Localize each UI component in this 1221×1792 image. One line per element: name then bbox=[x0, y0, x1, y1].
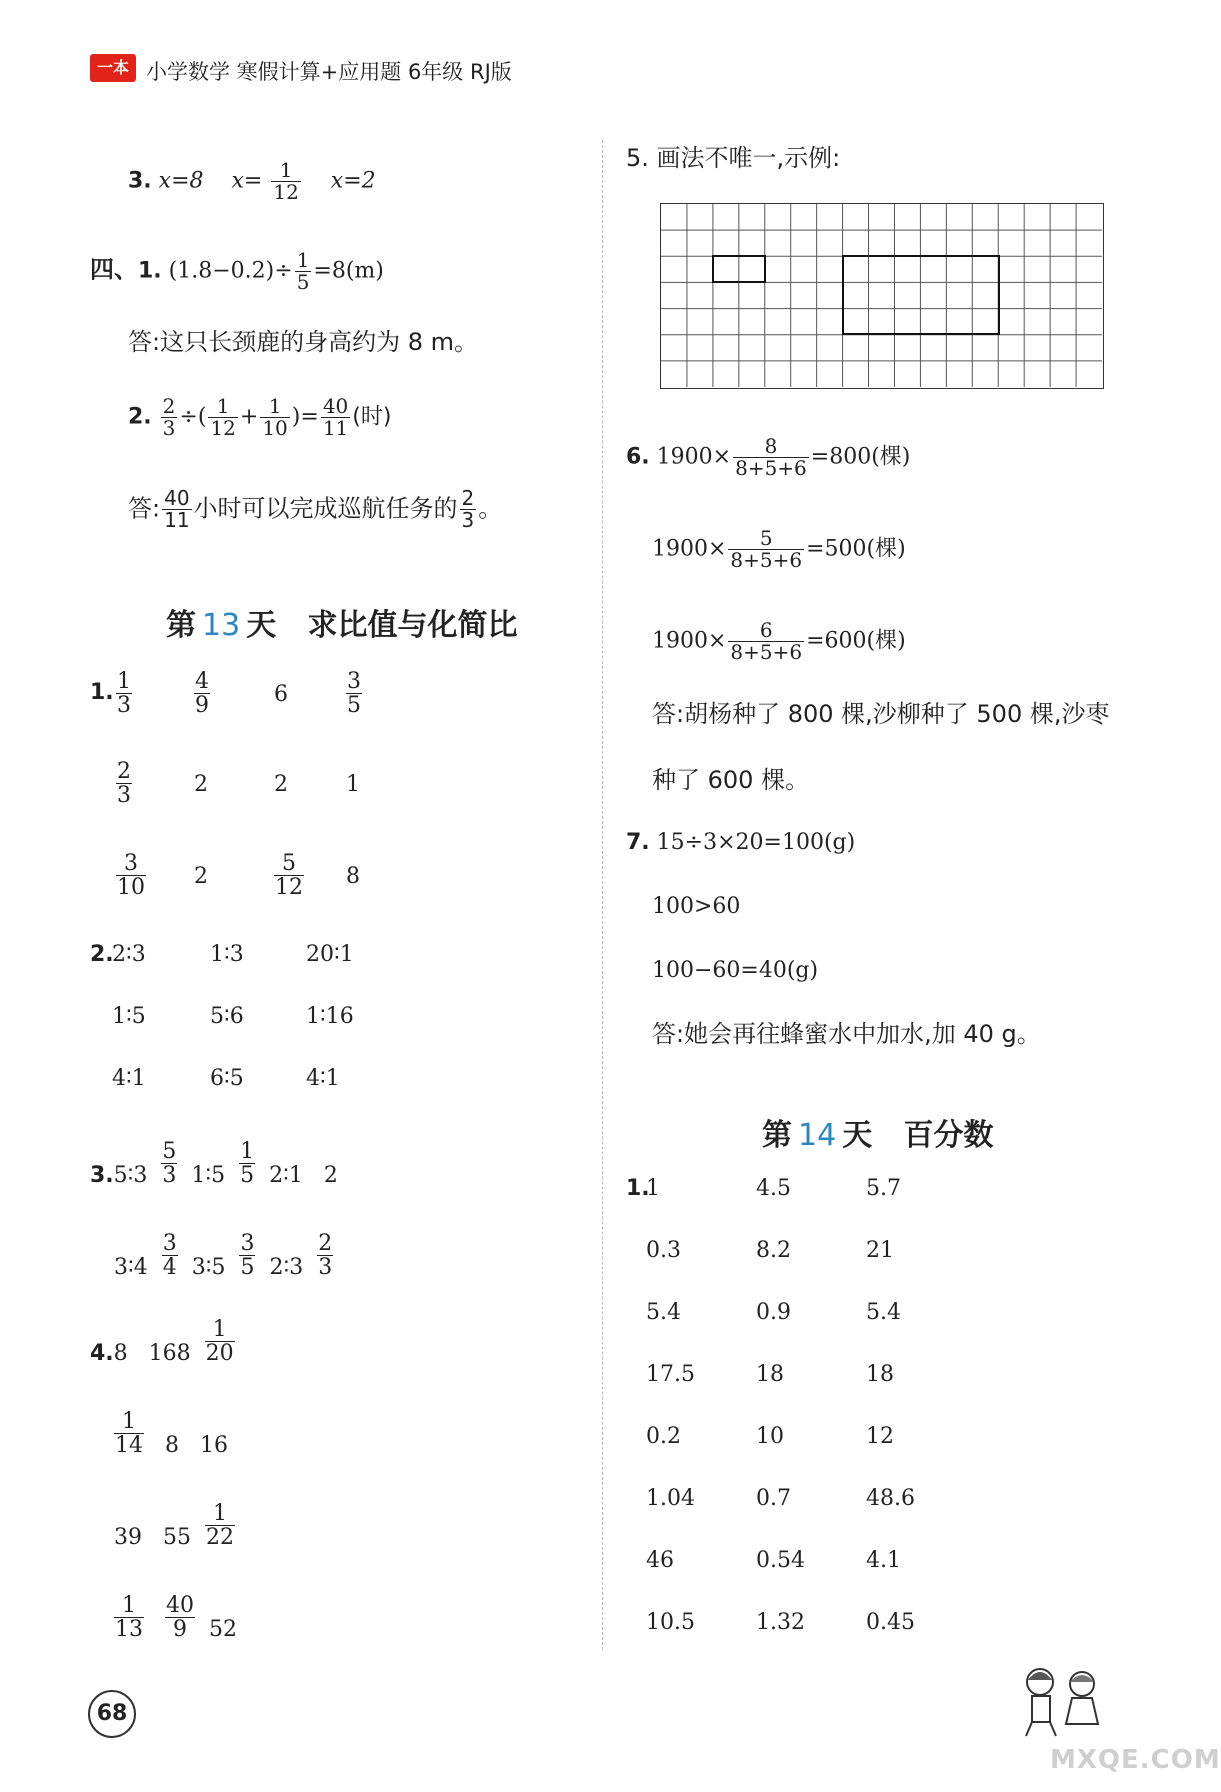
d13-q2-number: 2. bbox=[90, 942, 114, 967]
section-title-day13: 第 13 天 求比值与化简比 bbox=[166, 608, 518, 643]
d13-q1-cell: $\frac{5}{12}$ bbox=[275, 851, 303, 901]
d14-q1-cell: 1.04 bbox=[646, 1486, 695, 1511]
d14-q1-cell: 5.7 bbox=[866, 1176, 901, 1201]
q6-line-1: 6. 1900× $\frac{8}{8+5+6}$ =800(棵) bbox=[626, 434, 911, 480]
d14-q1-cell: 21 bbox=[866, 1238, 894, 1263]
d14-q1-cell: 46 bbox=[646, 1548, 674, 1573]
d13-q2-cell: 1∶5 bbox=[112, 1004, 146, 1029]
q3-line: 3. x=8 x= $\frac{1}{12}$ x=2 bbox=[128, 158, 376, 204]
d14-q1-cell: 0.3 bbox=[646, 1238, 681, 1263]
d14-q1-cell: 0.45 bbox=[866, 1610, 915, 1635]
d14-q1-cell: 0.2 bbox=[646, 1424, 681, 1449]
q6-line-2: 1900× $\frac{5}{8+5+6}$ =500(棵) bbox=[652, 526, 906, 572]
d14-q1-cell: 18 bbox=[866, 1362, 894, 1387]
d14-q1-cell: 10.5 bbox=[646, 1610, 695, 1635]
d13-q2-cell: 5∶6 bbox=[210, 1004, 244, 1029]
running-header: 小学数学 寒假计算+应用题 6年级 RJ版 bbox=[146, 60, 512, 84]
answer-4-1: 答:这只长颈鹿的身高约为 8 m。 bbox=[128, 328, 478, 356]
d13-q1-cell: $\frac{2}{3}$ bbox=[117, 759, 131, 809]
section-title-day14: 第 14 天 百分数 bbox=[762, 1118, 994, 1153]
d13-q1-cell: 8 bbox=[346, 864, 360, 889]
d13-q4-row3: 39 55 $\frac{1}{22}$ bbox=[114, 1501, 234, 1551]
d13-q3-row1: 3.5∶3 $\frac{5}{3}$ 1∶5 $\frac{1}{5}$ 2∶1 2 bbox=[90, 1139, 338, 1189]
q4-2-line: 2. $\frac{2}{3}$ ÷( $\frac{1}{12}$ + $\frac{1}{10}$ )= $\frac{40}{11}$ (时) bbox=[128, 394, 392, 440]
answer-6-line-2: 种了 600 棵。 bbox=[652, 766, 810, 794]
d13-q3-row2: 3∶4 $\frac{3}{4}$ 3∶5 $\frac{3}{5}$ 2∶3 $\frac{2}{3}$ bbox=[114, 1231, 333, 1281]
d14-q1-cell: 0.54 bbox=[756, 1548, 805, 1573]
q7-line-1: 7. 15÷3×20=100(g) bbox=[626, 830, 856, 855]
example-shape bbox=[843, 256, 999, 334]
d14-q1-cell: 0.9 bbox=[756, 1300, 791, 1325]
d14-q1-cell: 0.7 bbox=[756, 1486, 791, 1511]
d14-q1-cell: 18 bbox=[756, 1362, 784, 1387]
d13-q1-cell: 2 bbox=[194, 864, 208, 889]
q6-line-3: 1900× $\frac{6}{8+5+6}$ =600(棵) bbox=[652, 618, 906, 664]
d14-q1-cell: 5.4 bbox=[866, 1300, 901, 1325]
d13-q4-row2: $\frac{1}{14}$ 8 16 bbox=[115, 1409, 228, 1459]
d14-q1-cell: 1 bbox=[646, 1176, 660, 1201]
q7-line-3: 100−60=40(g) bbox=[652, 958, 819, 983]
d13-q4-row4: $\frac{1}{13}$ $\frac{40}{9}$ 52 bbox=[115, 1593, 237, 1643]
d14-q1-cell: 5.4 bbox=[646, 1300, 681, 1325]
q7-line-2: 100>60 bbox=[652, 894, 741, 919]
watermark: MXQE.COM bbox=[1050, 1745, 1221, 1775]
d13-q1-cell: 2 bbox=[194, 772, 208, 797]
d14-q1-cell: 12 bbox=[866, 1424, 894, 1449]
d14-q1-cell: 4.5 bbox=[756, 1176, 791, 1201]
d13-q2-cell: 6∶5 bbox=[210, 1066, 244, 1091]
d13-q4-row1: 4.8 168 $\frac{1}{20}$ bbox=[90, 1317, 234, 1367]
answer-4-2: 答: $\frac{40}{11}$ 小时可以完成巡航任务的 $\frac{2}{3}$ 。 bbox=[128, 486, 503, 532]
d13-q2-cell: 1∶3 bbox=[210, 942, 244, 967]
answer-7: 答:她会再往蜂蜜水中加水,加 40 g。 bbox=[652, 1020, 1041, 1048]
page-number: 68 bbox=[88, 1690, 136, 1738]
d14-q1-cell: 48.6 bbox=[866, 1486, 915, 1511]
d13-q2-cell: 2∶3 bbox=[112, 942, 146, 967]
q5-prompt: 5. 画法不唯一,示例: bbox=[626, 144, 841, 172]
d14-q1-cell: 1.32 bbox=[756, 1610, 805, 1635]
mascot-illustration bbox=[1010, 1660, 1130, 1744]
d13-q2-cell: 4∶1 bbox=[306, 1066, 340, 1091]
d14-q1-cell: 4.1 bbox=[866, 1548, 901, 1573]
d13-q1-cell: $\frac{3}{10}$ bbox=[117, 851, 145, 901]
d14-q1-cell: 17.5 bbox=[646, 1362, 695, 1387]
brand-logo: 一本 bbox=[90, 54, 136, 82]
d13-q1-number: 1. bbox=[90, 680, 114, 705]
drawing-grid bbox=[660, 203, 1104, 389]
d13-q1-cell: 2 bbox=[274, 772, 288, 797]
d14-q1-cell: 10 bbox=[756, 1424, 784, 1449]
column-divider bbox=[602, 140, 603, 1650]
d13-q1-cell: $\frac{3}{5}$ bbox=[347, 669, 361, 719]
d13-q2-cell: 4∶1 bbox=[112, 1066, 146, 1091]
answer-6-line-1: 答:胡杨种了 800 棵,沙柳种了 500 棵,沙枣 bbox=[652, 700, 1110, 728]
d13-q1-cell: 1 bbox=[346, 772, 360, 797]
d14-q1-cell: 8.2 bbox=[756, 1238, 791, 1263]
d13-q2-cell: 1∶16 bbox=[306, 1004, 354, 1029]
d13-q1-cell: $\frac{4}{9}$ bbox=[195, 669, 209, 719]
q4-1-line: 四、1. (1.8−0.2)÷ $\frac{1}{5}$ =8(m) bbox=[90, 248, 384, 294]
d13-q1-cell: 6 bbox=[274, 682, 288, 707]
d14-q1-number: 1. bbox=[626, 1176, 650, 1201]
d13-q1-cell: $\frac{1}{3}$ bbox=[117, 669, 131, 719]
d13-q2-cell: 20∶1 bbox=[306, 942, 354, 967]
